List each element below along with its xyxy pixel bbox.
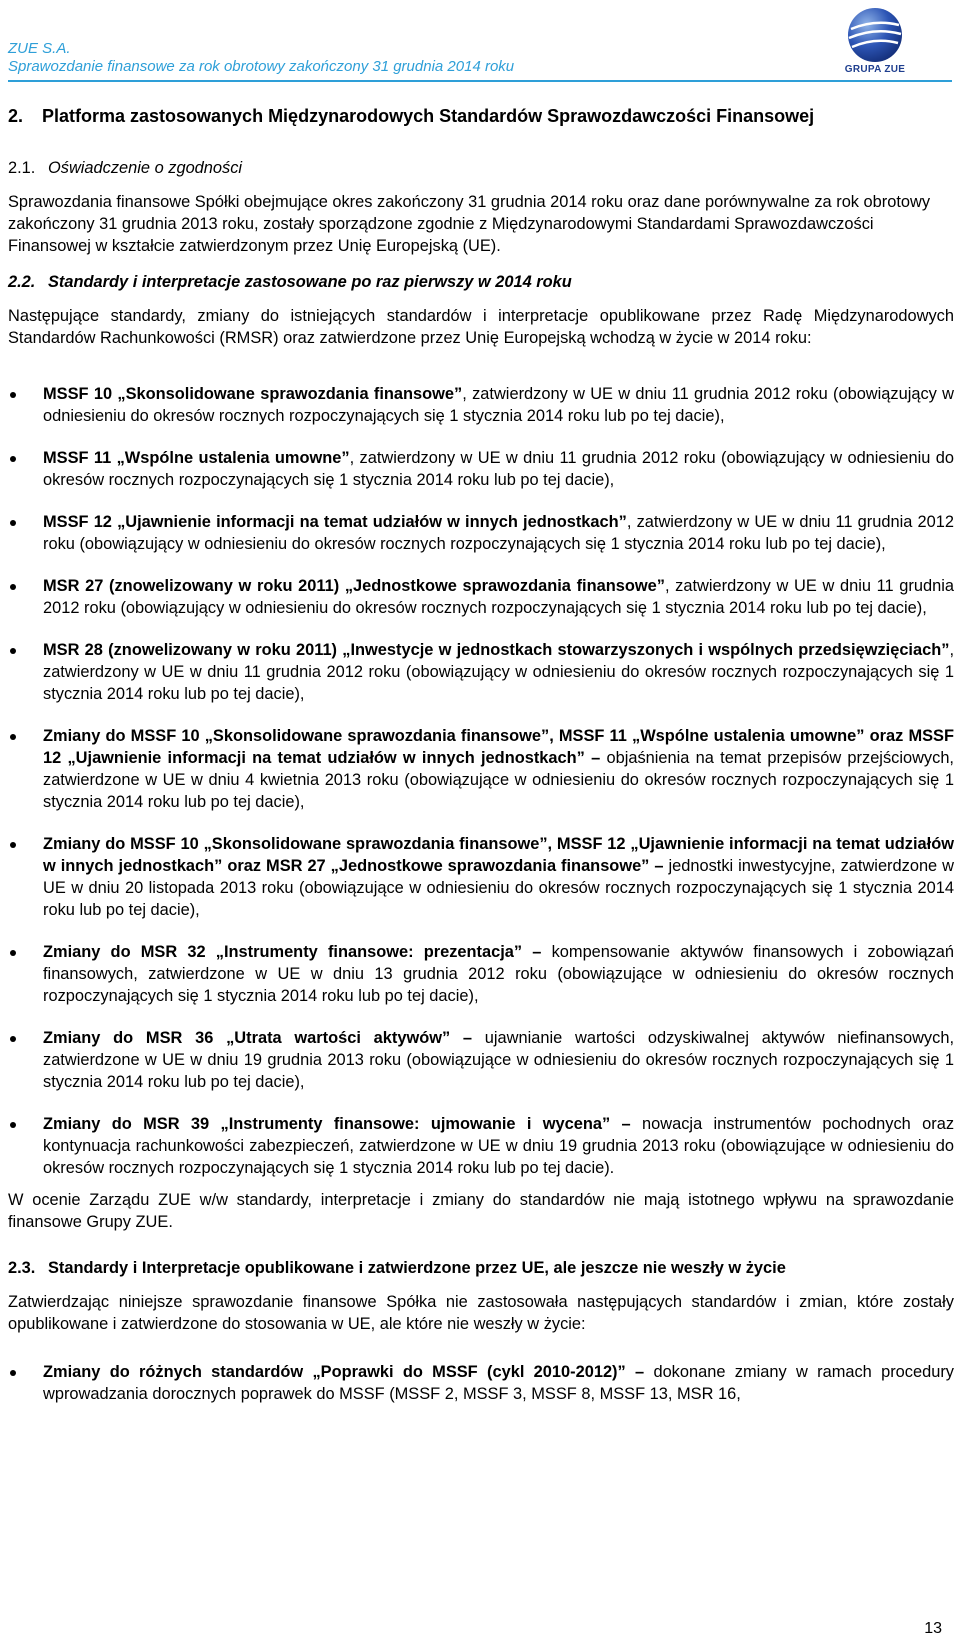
chapter-heading [8, 103, 954, 129]
item-title: Zmiany do MSR 36 „Utrata wartości aktywów” – [43, 1029, 473, 1047]
list-item [8, 575, 954, 619]
header-divider [8, 80, 952, 82]
item-title: Zmiany do MSSF 10 „Skonsolidowane sprawozdania finansowe”, MSSF 11 „Wspólne ustalenia umowne” oraz MSSF 12 „Ujawnienie informacji na temat udziałów w innych jednostkach” – [43, 727, 954, 767]
item-text: kompensowanie aktywów finansowych i zobowiązań finansowych, zatwierdzone w UE w dniu 13 grudnia 2012 roku (obowiązujące w odniesieniu do okresów rocznych rozpoczynających się 1 stycznia 2014 roku lub po tej dacie), [43, 943, 955, 1005]
list-item [8, 511, 954, 555]
spacer [8, 359, 954, 383]
section-number: 2.2. [8, 273, 36, 291]
section-number: 2.1. [8, 159, 36, 177]
list-item [8, 639, 954, 705]
section-2-1-text: Sprawozdania finansowe Spółki obejmujące okres zakończony 31 grudnia 2014 roku oraz dane porównywalne za rok obrotowy zakończony 31 grudnia 2013 roku, zostały sporządzone zgodnie z Międzynarodowymi Standardami Sprawozdawczości Finansowej w kształcie zatwierdzonym przez Unię Europejską (UE). [8, 193, 931, 255]
list-item [8, 447, 954, 491]
standards-list [8, 383, 954, 1179]
item-text: , zatwierdzony w UE w dniu 11 grudnia 2012 roku (obowiązujący w odniesieniu do okresów rocznych rozpoczynających się 1 stycznia 2014 roku lub po tej dacie), [43, 449, 954, 489]
list-item [8, 1113, 954, 1179]
report-title: Sprawozdanie finansowe za rok obrotowy zakończony 31 grudnia 2014 roku [8, 58, 515, 75]
item-title: MSSF 11 „Wspólne ustalenia umowne” [43, 449, 350, 467]
company-name: ZUE S.A. [8, 40, 71, 57]
section-title: Oświadczenie o zgodności [48, 159, 243, 177]
item-text: dokonane zmiany w ramach procedury wprowadzania dorocznych poprawek do MSSF (MSSF 2, MSSF 3, MSSF 8, MSSF 13, MSR 16, [43, 1363, 954, 1403]
list-item [8, 383, 954, 427]
item-text: , zatwierdzony w UE w dniu 11 grudnia 2012 roku (obowiązujący w odniesieniu do okresów rocznych rozpoczynających się 1 stycznia 2014 roku lub po tej dacie), [43, 641, 954, 703]
item-text: jednostki inwestycyjne, zatwierdzone w UE w dniu 20 listopada 2013 roku (obowiązujące w odniesieniu do okresów rocznych rozpoczynających się 1 stycznia 2014 roku lub po tej dacie), [43, 857, 954, 919]
section-title: Standardy i Interpretacje opublikowane i zatwierdzone przez UE, ale jeszcze nie weszły w życie [48, 1259, 786, 1277]
item-text: , zatwierdzony w UE w dniu 11 grudnia 2012 roku (obowiązujący w odniesieniu do okresów rocznych rozpoczynających się 1 stycznia 2014 roku lub po tej dacie), [43, 513, 954, 553]
item-text: , zatwierdzony w UE w dniu 11 grudnia 2012 roku (obowiązujący w odniesieniu do okresów rocznych rozpoczynających się 1 stycznia 2014 roku lub po tej dacie), [43, 385, 955, 425]
item-title: MSR 27 (znowelizowany w roku 2011) „Jednostkowe sprawozdania finansowe” [43, 577, 665, 595]
section-2-2-heading [8, 271, 954, 293]
item-title: Zmiany do różnych standardów „Poprawki do MSSF (cykl 2010-2012)” – [43, 1363, 645, 1381]
item-title: MSR 28 (znowelizowany w roku 2011) „Inwestycje w jednostkach stowarzyszonych i wspólnych przedsięwzięciach” [43, 641, 950, 659]
item-text: , zatwierdzony w UE w dniu 11 grudnia 2012 roku (obowiązujący w odniesieniu do okresów rocznych rozpoczynających się 1 stycznia 2014 roku lub po tej dacie), [43, 577, 954, 617]
section-2-3-heading [8, 1257, 954, 1279]
section-2-2-intro: Następujące standardy, zmiany do istniejących standardów i interpretacje opublikowane przez Radę Międzynarodowych Standardów Rachunkowości (RMSR) oraz zatwierdzone przez Unię Europejską wchodzą w życie w 2014 roku: [8, 307, 954, 347]
page-number: 13 [924, 1620, 942, 1637]
zue-globe-logo-icon [845, 5, 905, 65]
item-title: MSSF 10 „Skonsolidowane sprawozdania finansowe” [43, 385, 463, 403]
item-title: Zmiany do MSR 39 „Instrumenty finansowe: ujmowanie i wycena” – [43, 1115, 631, 1133]
list-item [8, 725, 954, 813]
section-title: Standardy i interpretacje zastosowane po raz pierwszy w 2014 roku [48, 273, 572, 291]
item-title: Zmiany do MSSF 10 „Skonsolidowane sprawozdania finansowe”, MSSF 12 „Ujawnienie informacji na temat udziałów w innych jednostkach” oraz MSR 27 „Jednostkowe sprawozdania finansowe” – [43, 835, 954, 875]
item-text: nowacja instrumentów pochodnych oraz kontynuacja rachunkowości zabezpieczeń, zatwierdzone w UE w dniu 19 grudnia 2013 roku (obowiązujące w odniesieniu do okresów rocznych rozpoczynających się 1 stycznia 2014 roku lub po tej dacie). [43, 1115, 955, 1177]
section-2-1-heading [8, 157, 954, 179]
pending-standards-list [8, 1361, 954, 1405]
chapter-number: 2. [8, 106, 24, 126]
logo-text: GRUPA ZUE [844, 64, 906, 75]
spacer [8, 1345, 954, 1361]
item-title: MSSF 12 „Ujawnienie informacji na temat udziałów w innych jednostkach” [43, 513, 627, 531]
item-text: ujawnianie wartości odzyskiwalnej aktywów niefinansowych, zatwierdzone w UE w dniu 19 grudnia 2013 roku (obowiązujące w odniesieniu do okresów rocznych rozpoczynających się 1 stycznia 2014 roku lub po tej dacie), [43, 1029, 954, 1091]
chapter-title: Platforma zastosowanych Międzynarodowych Standardów Sprawozdawczości Finansowej [42, 106, 815, 126]
page-header [0, 0, 960, 80]
item-text: objaśnienia na temat przepisów przejściowych, zatwierdzone w UE w dniu 4 kwietnia 2013 roku (obowiązujące w odniesieniu do okresów rocznych rozpoczynających się 1 stycznia 2014 roku lub po tej dacie), [43, 749, 954, 811]
document-body [8, 103, 954, 1425]
list-item [8, 1361, 954, 1405]
list-item [8, 941, 954, 1007]
section-2-3-intro: Zatwierdzając niniejsze sprawozdanie finansowe Spółka nie zastosowała następujących standardów i zmian, które zostały opublikowane i zatwierdzone do stosowania w UE, ale które nie weszły w życie: [8, 1293, 954, 1333]
section-number: 2.3. [8, 1259, 36, 1277]
list-item [8, 1027, 954, 1093]
section-2-2-conclusion: W ocenie Zarządu ZUE w/w standardy, interpretacje i zmiany do standardów nie mają istotnego wpływu na sprawozdanie finansowe Grupy ZUE. [8, 1191, 954, 1231]
list-item [8, 833, 954, 921]
item-title: Zmiany do MSR 32 „Instrumenty finansowe: prezentacja” – [43, 943, 542, 961]
